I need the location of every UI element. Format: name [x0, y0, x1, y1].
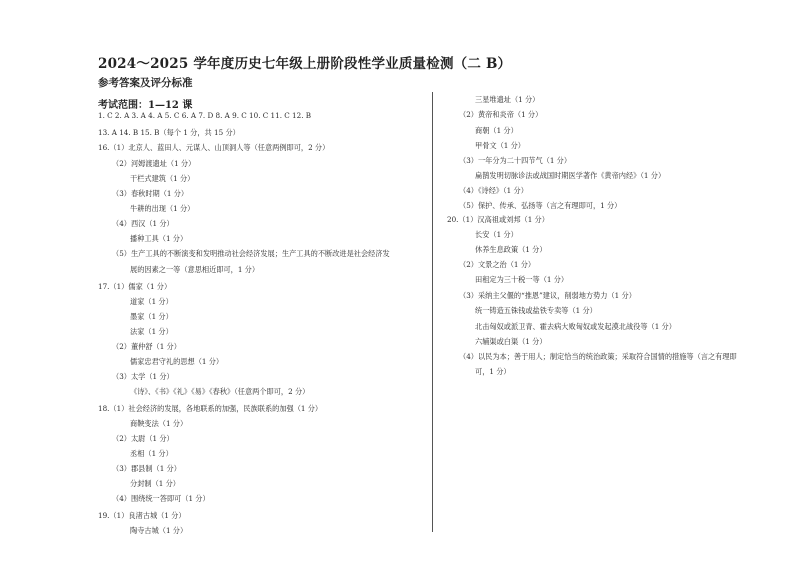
left-answer-line: 13. A 14. B 15. B（每个 1 分，共 15 分）: [98, 128, 240, 137]
right-answer-line: 田租定为三十税一等（1 分）: [475, 275, 569, 284]
right-answer-line: 北击匈奴或派卫青、霍去病大败匈奴或发起漠北战役等（1 分）: [475, 322, 676, 331]
right-answer-line: 甲骨文（1 分）: [475, 141, 525, 150]
right-answer-line: 六辅渠或白渠（1 分）: [475, 337, 547, 346]
left-answer-line: （2）河姆渡遗址（1 分）: [112, 159, 196, 168]
right-answer-line: （2）文景之治（1 分）: [459, 260, 536, 269]
exam-scope: 考试范围：1—12 课: [98, 100, 193, 111]
left-answer-line: （2）太尉（1 分）: [112, 434, 174, 443]
right-answer-line: 商朝（1 分）: [475, 126, 518, 135]
left-answer-line: 牛耕的出现（1 分）: [130, 204, 195, 213]
left-answer-line: 1. C 2. A 3. A 4. A 5. C 6. A 7. D 8. A 9. C 10. C 11. C 12. B: [98, 111, 312, 120]
right-answer-line: 扁鹊发明切脉诊法或战国时期医学著作《黄帝内经》（1 分）: [475, 171, 666, 180]
left-answer-line: （4）围绕统一答即可（1 分）: [112, 494, 210, 503]
right-answer-line: 三星堆遗址（1 分）: [475, 95, 540, 104]
left-answer-line: 儒家忠君守礼的思想（1 分）: [130, 357, 224, 366]
left-answer-line: 干栏式建筑（1 分）: [130, 174, 195, 183]
right-answer-line: 统一铸造五铢钱或盐铁专卖等（1 分）: [475, 306, 597, 315]
right-answer-line: 可，1 分）: [475, 367, 511, 376]
left-answer-line: 商鞅变法（1 分）: [130, 419, 188, 428]
left-answer-line: 陶寺古城（1 分）: [130, 526, 188, 535]
left-answer-line: （4）西汉（1 分）: [112, 219, 174, 228]
left-answer-line: （5）生产工具的不断演变和发明推动社会经济发展；生产工具的不断改进是社会经济发: [112, 249, 390, 258]
left-answer-line: 墨家（1 分）: [130, 312, 173, 321]
right-answer-line: 长安（1 分）: [475, 230, 518, 239]
left-answer-line: 展的因素之一等（意思相近即可，1 分）: [130, 265, 260, 274]
left-answer-line: 丞相（1 分）: [130, 449, 173, 458]
right-answer-line: （4）《诗经》（1 分）: [459, 186, 528, 195]
right-answer-line: （2）黄帝和炎帝（1 分）: [459, 110, 543, 119]
left-answer-line: （2）董仲舒（1 分）: [112, 342, 181, 351]
left-answer-line: 18.（1）社会经济的发展，各地联系的加强，民族联系的加强（1 分）: [98, 404, 323, 413]
left-answer-line: （3）郡县制（1 分）: [112, 464, 181, 473]
left-answer-line: （3）春秋时期（1 分）: [112, 189, 189, 198]
left-answer-line: 17.（1）儒家（1 分）: [98, 282, 172, 291]
right-answer-line: （3）一年分为二十四节气（1 分）: [459, 156, 572, 165]
right-answer-line: 20.（1）汉高祖或刘邦（1 分）: [447, 215, 549, 224]
right-answer-line: （4）以民为本；善于用人；制定恰当的统治政策；采取符合国情的措施等（言之有理即: [459, 352, 737, 361]
page-title: 2024～2025 学年度历史七年级上册阶段性学业质量检测（二 B）: [98, 56, 512, 72]
left-answer-line: 分封制（1 分）: [130, 479, 180, 488]
column-divider: [432, 92, 433, 532]
left-answer-line: （3）太学（1 分）: [112, 372, 174, 381]
right-answer-line: 休养生息政策（1 分）: [475, 245, 547, 254]
left-answer-line: 19.（1）良渚古城（1 分）: [98, 511, 186, 520]
right-answer-line: （5）保护、传承、弘扬等（言之有理即可，1 分）: [459, 201, 622, 210]
right-answer-line: （3）采纳主父偃的“推恩”建议，削弱地方势力（1 分）: [459, 291, 636, 300]
page-subtitle: 参考答案及评分标准: [98, 77, 193, 89]
left-answer-line: 16.（1）北京人、蓝田人、元谋人、山顶洞人等（任意两例即可，2 分）: [98, 143, 330, 152]
left-answer-line: 法家（1 分）: [130, 327, 173, 336]
left-answer-line: 播种工具（1 分）: [130, 234, 188, 243]
left-answer-line: 《诗》、《书》《礼》《易》《春秋》（任意两个即可，2 分）: [130, 387, 310, 396]
left-answer-line: 道家（1 分）: [130, 297, 173, 306]
